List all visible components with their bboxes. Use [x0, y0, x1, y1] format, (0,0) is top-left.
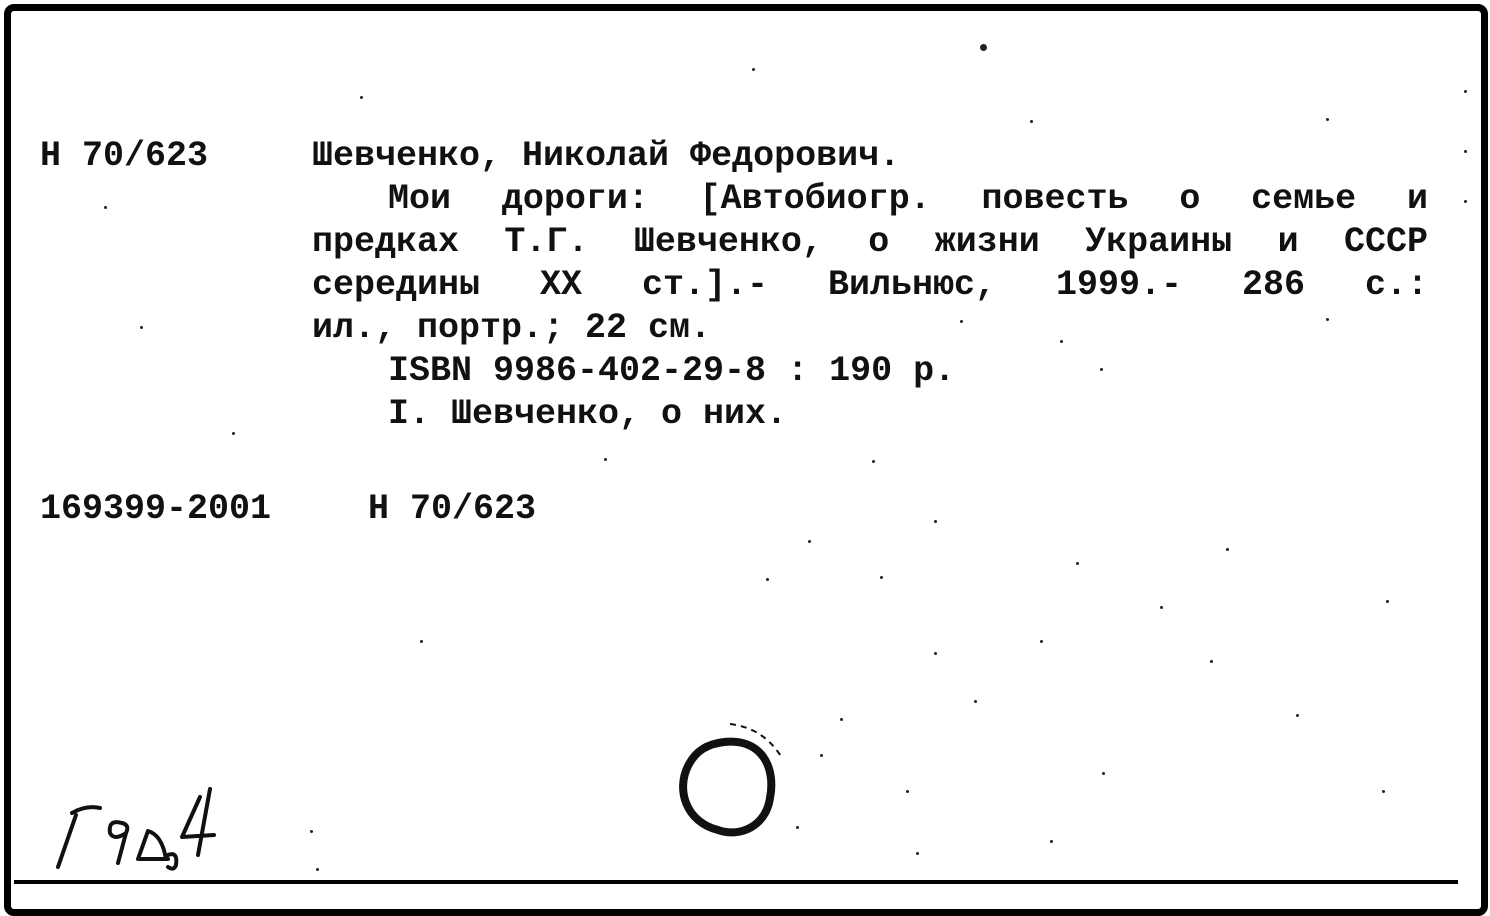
speck: [934, 520, 937, 523]
speck: [1040, 640, 1043, 643]
speck: [1464, 150, 1467, 153]
title-line-2: предках Т.Г. Шевченко, о жизни Украины и СССР: [312, 222, 1428, 262]
speck: [934, 652, 937, 655]
speck: [796, 826, 799, 829]
speck: [316, 868, 319, 871]
speck: [1326, 318, 1329, 321]
speck: [820, 754, 823, 757]
speck: [916, 852, 919, 855]
stamp-circle: [664, 722, 794, 862]
speck: [906, 790, 909, 793]
speck: [974, 700, 977, 703]
call-number: Н 70/623: [40, 136, 209, 176]
speck: [1030, 120, 1033, 123]
speck: [752, 68, 755, 71]
speck: [104, 206, 107, 209]
title-line-1: Мои дороги: [Автобиогр. повесть о семье и: [388, 179, 1428, 219]
speck: [840, 718, 843, 721]
speck: [420, 640, 423, 643]
speck: [1060, 340, 1063, 343]
speck: [1386, 600, 1389, 603]
speck: [1100, 368, 1103, 371]
speck: [1326, 118, 1329, 121]
speck: [1210, 660, 1213, 663]
title-line-3: середины XX ст.].- Вильнюс, 1999.- 286 с.:: [312, 265, 1428, 305]
speck: [604, 458, 607, 461]
speck: [1464, 90, 1467, 93]
speck: [232, 432, 235, 435]
speck: [1076, 562, 1079, 565]
handwritten-mark: [50, 775, 240, 875]
speck: [1296, 714, 1299, 717]
isbn-line: ISBN 9986-402-29-8 : 190 р.: [388, 351, 956, 391]
title-line-4: ил., портр.; 22 см.: [312, 308, 712, 348]
speck: [960, 320, 963, 323]
speck: [880, 576, 883, 579]
inventory-number: 169399-2001: [40, 489, 272, 529]
speck: [1050, 840, 1053, 843]
speck: [1102, 772, 1105, 775]
bottom-rule: [14, 880, 1458, 884]
speck: [1464, 200, 1467, 203]
speck: [766, 578, 769, 581]
speck: [872, 460, 875, 463]
speck: [140, 326, 143, 329]
author-heading: Шевченко, Николай Федорович.: [312, 136, 901, 176]
speck: [808, 540, 811, 543]
speck: [360, 96, 363, 99]
speck: [1160, 606, 1163, 609]
inventory-call-number: Н 70/623: [368, 489, 537, 529]
subject-line: I. Шевченко, о них.: [388, 394, 788, 434]
speck: [310, 830, 313, 833]
speck: [980, 44, 987, 51]
speck: [1382, 790, 1385, 793]
speck: [1226, 548, 1229, 551]
